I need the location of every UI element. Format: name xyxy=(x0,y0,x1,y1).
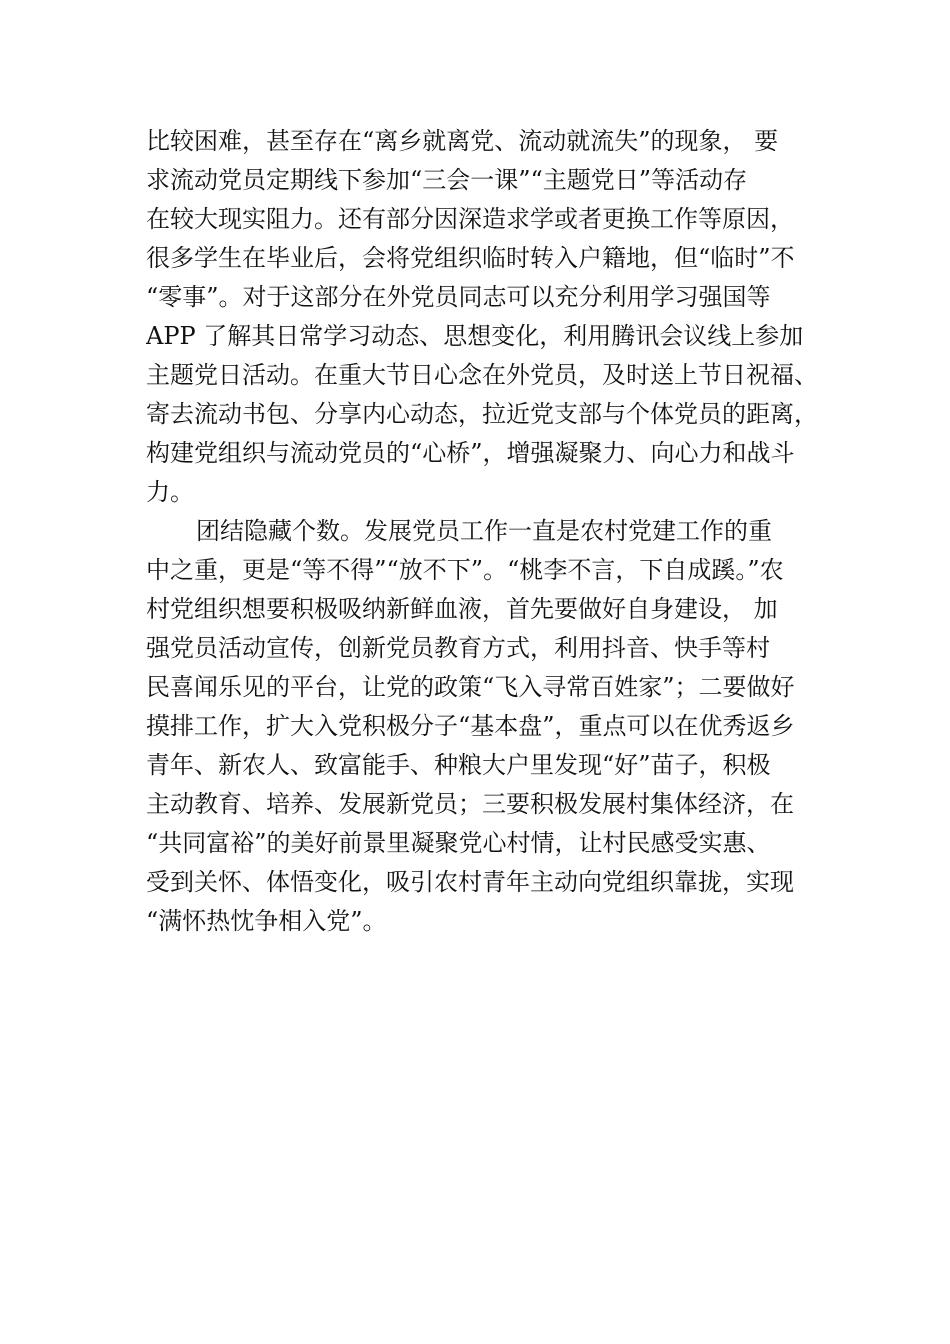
text-line: 在较大现实阻力。还有部分因深造求学或者更换工作等原因， xyxy=(146,205,794,233)
text-line: 主动教育、培养、发展新党员；三要积极发展村集体经济，在 xyxy=(146,790,794,818)
text-line: 比较困难，甚至存在“离乡就离党、流动就流失”的现象， 要 xyxy=(146,127,779,155)
text-line: 摸排工作，扩大入党积极分子“基本盘”，重点可以在优秀返乡 xyxy=(146,712,795,740)
text-line: 受到关怀、体悟变化，吸引农村青年主动向党组织靠拢，实现 xyxy=(146,868,794,896)
text-line: 村党组织想要积极吸纳新鲜血液，首先要做好自身建设， 加 xyxy=(146,595,778,623)
text-line: 寄去流动书包、分享内心动态，拉近党支部与个体党员的距离， xyxy=(146,400,818,428)
text-line: 构建党组织与流动党员的“心桥”，增强凝聚力、向心力和战斗 xyxy=(146,439,795,467)
text-line: 主题党日活动。在重大节日心念在外党员，及时送上节日祝福、 xyxy=(146,361,818,389)
text-line: 求流动党员定期线下参加“三会一课”“主题党日”等活动存 xyxy=(146,166,748,194)
text-line: 中之重，更是“等不得”“放不下”。“桃李不言，下自成蹊。”农 xyxy=(146,556,784,584)
text-line: 青年、新农人、致富能手、种粮大户里发现“好”苗子，积极 xyxy=(146,751,771,779)
paragraph-start-line: 团结隐藏个数。发展党员工作一直是农村党建工作的重 xyxy=(196,517,772,545)
text-line: “共同富裕”的美好前景里凝聚党心村情，让村民感受实惠、 xyxy=(146,829,771,857)
body-text xyxy=(146,122,836,941)
text-line: “零事”。对于这部分在外党员同志可以充分利用学习强国等 xyxy=(146,283,771,311)
text-line: “满怀热忱争相入党”。 xyxy=(146,907,387,935)
text-line: 民喜闻乐见的平台，让党的政策“飞入寻常百姓家”；二要做好 xyxy=(146,673,795,701)
text-line: 强党员活动宣传，创新党员教育方式，利用抖音、快手等村 xyxy=(146,634,770,662)
text-line: 很多学生在毕业后，会将党组织临时转入户籍地，但“临时”不 xyxy=(146,244,795,272)
text-line: 力。 xyxy=(146,478,194,506)
text-line: APP 了解其日常学习动态、思想变化，利用腾讯会议线上参加 xyxy=(146,322,804,350)
